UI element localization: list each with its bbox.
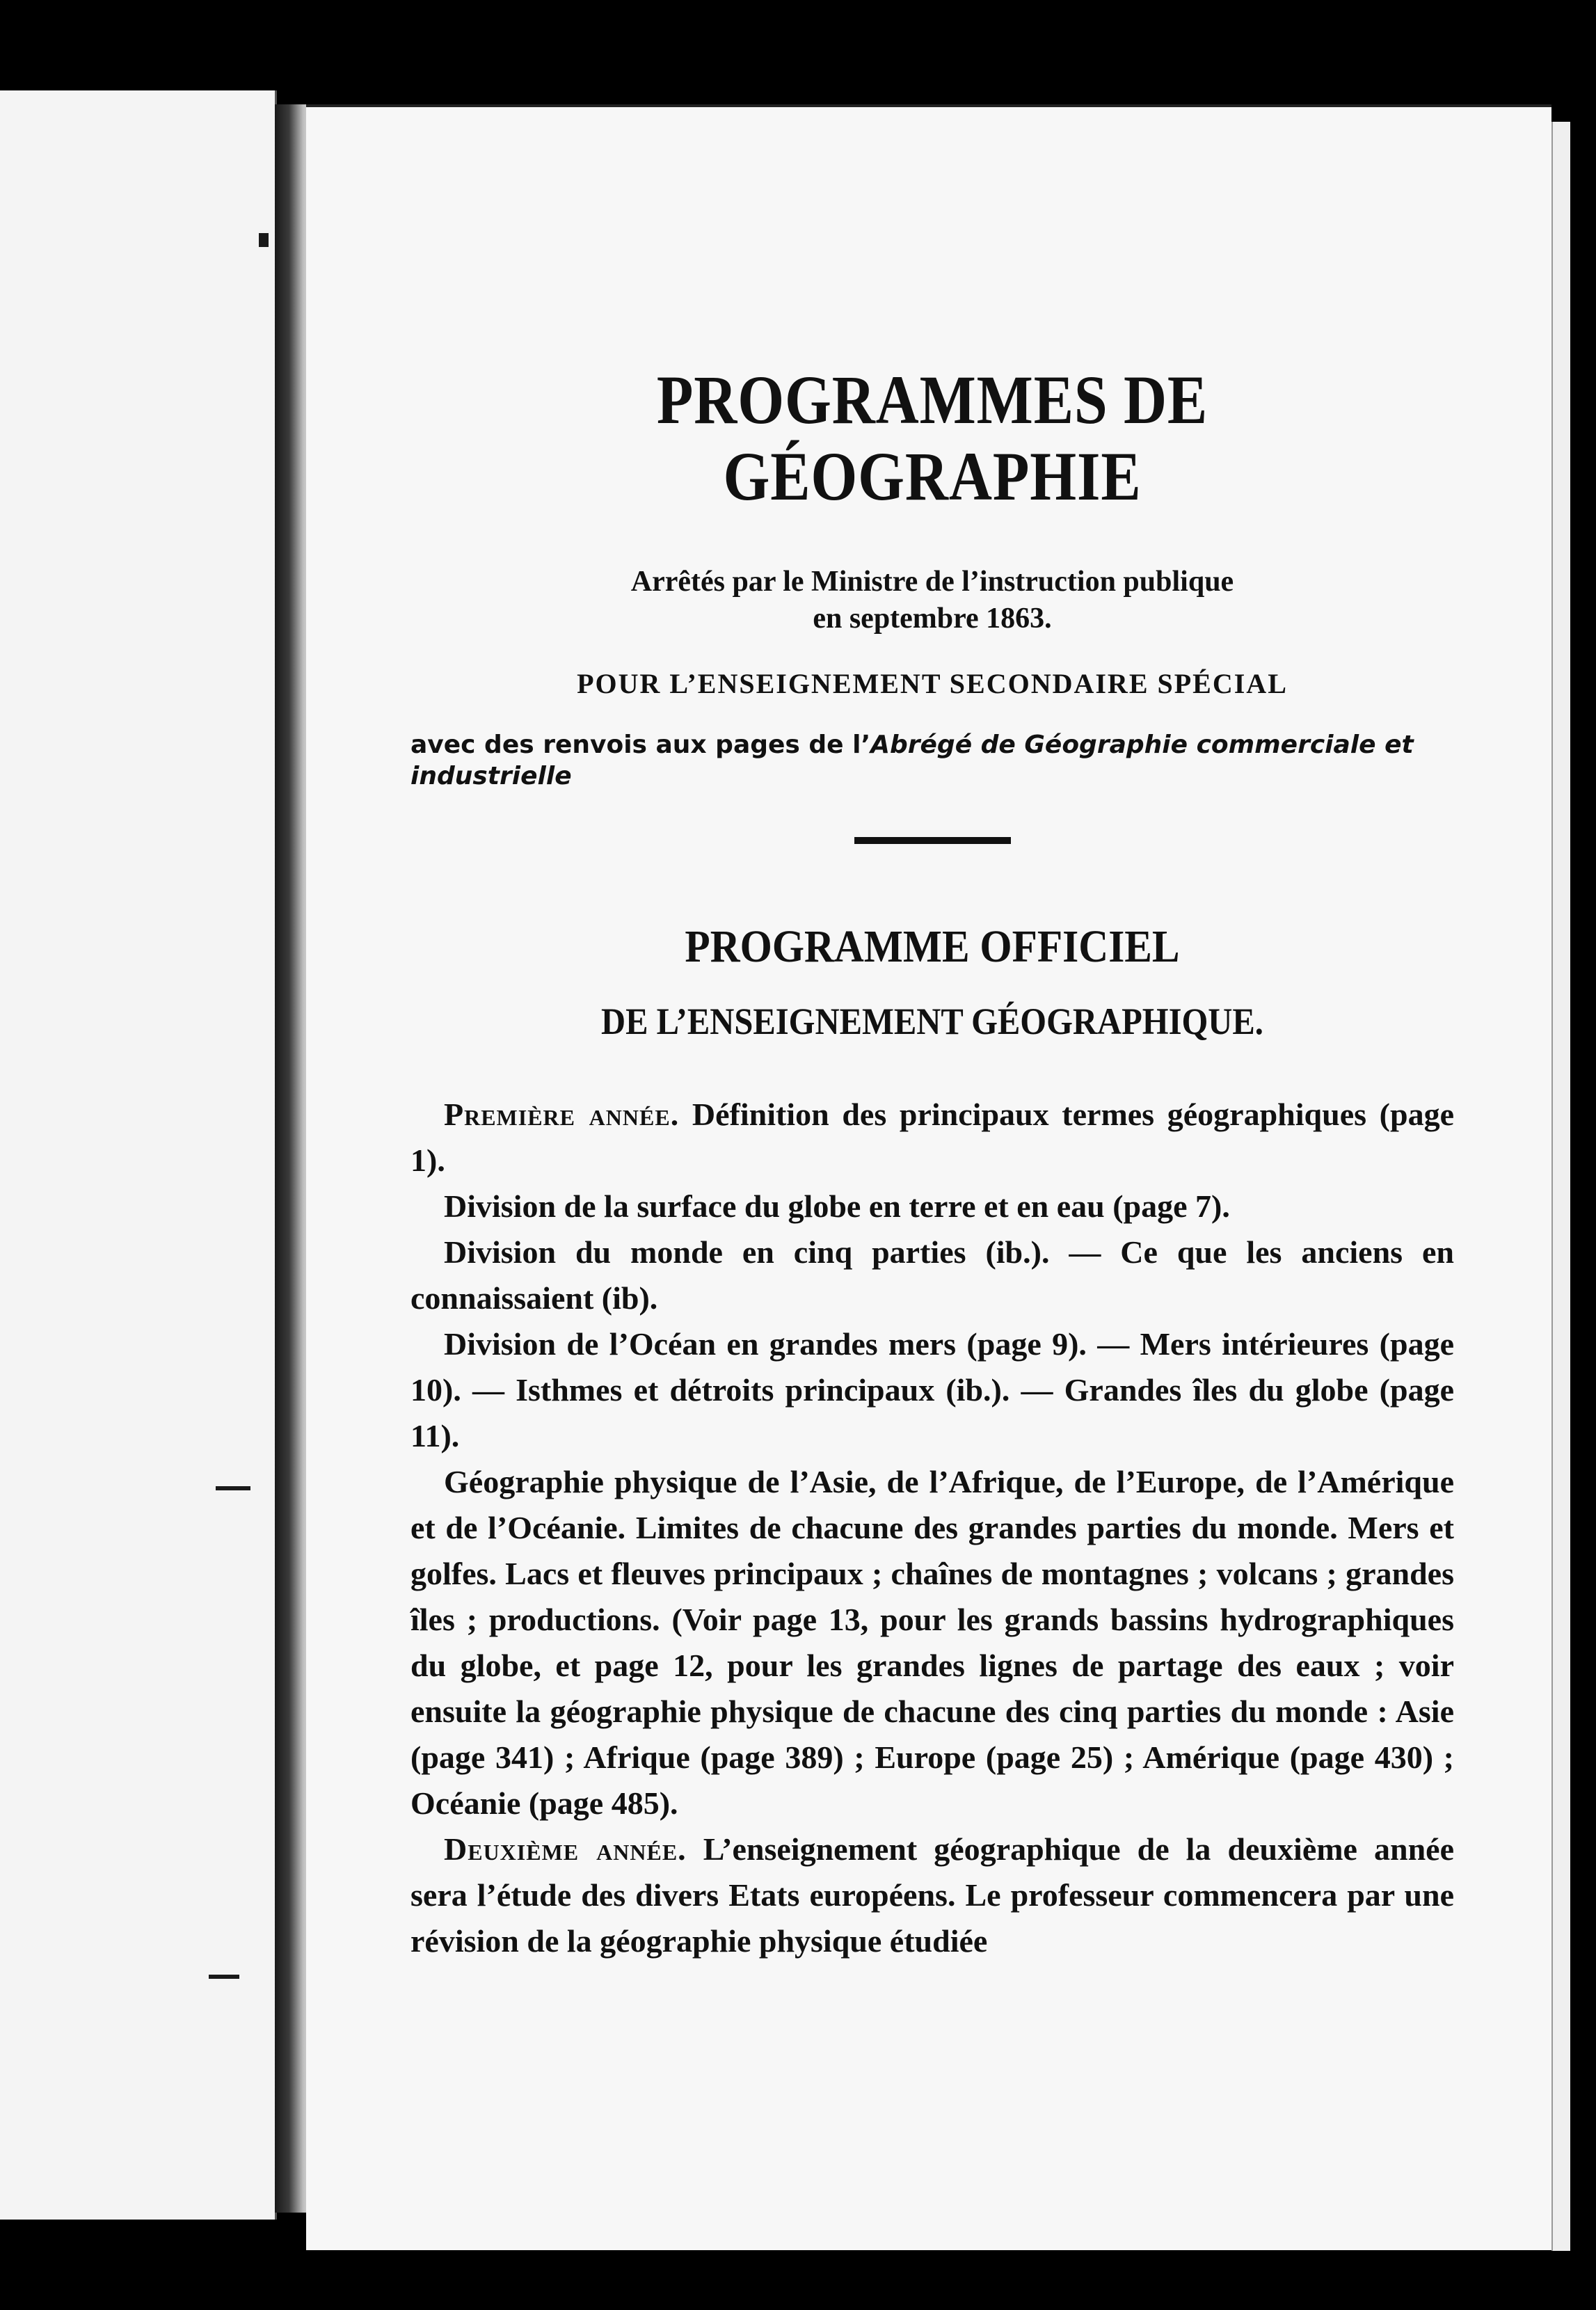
subtitle-line: en septembre 1863. — [813, 603, 1052, 635]
paragraph — [410, 1459, 1454, 1826]
reference-note-prefix: avec des renvois aux pages de l’ — [410, 730, 871, 759]
reference-book-title: Abrégé de Géographie commerciale et industrielle — [410, 730, 1414, 791]
paragraph-lead: Première année. — [444, 1097, 680, 1133]
paragraph-text: Géographie physique de l’Asie, de l’Afrique, de l’Europe, de l’Amérique et de l’Océanie. Limites de chacune des grandes parties du monde. Mers et golfes. Lacs et fleuves principaux ; chaînes de montagnes ; volcans ; grandes îles ; productions. (Voir page 13, pour les grands bassins hydrographiques du globe, et page 12, pour les grandes lignes de partage des eaux ; voir ensuite la géographie physique de chacune des cinq parties du monde : Asie (page 341) ; Afrique (page 389) ; Europe (page 25) ; Amérique (page 430) ; Océanie (page 485). — [410, 1464, 1454, 1822]
document-subtitle — [410, 564, 1454, 638]
page-content — [410, 362, 1454, 1964]
paragraph-text: Division du monde en cinq parties (ib.). — Ce que les anciens en connaissaient (ib). — [410, 1234, 1454, 1316]
paragraph-text: L’enseignement géographique de la deuxième année sera l’étude des divers Etats européens. Le professeur commencera par une révision de la géographie physique étudiée — [410, 1831, 1454, 1959]
body-text — [410, 1092, 1454, 1964]
document-title: PROGRAMMES DE GÉOGRAPHIE — [656, 361, 1208, 515]
facing-page — [0, 90, 277, 2220]
paragraph-text: Division de l’Océan en grandes mers (page 9). — Mers intérieures (page 10). — Isthmes et détroits principaux (ib.). — Grandes îles du globe (page 11). — [410, 1326, 1454, 1454]
paragraph — [410, 1826, 1454, 1964]
reference-note — [410, 729, 1454, 792]
secondary-title: POUR L’ENSEIGNEMENT SECONDAIRE SPÉCIAL — [577, 667, 1288, 699]
section-divider — [854, 837, 1011, 844]
margin-mark — [209, 1975, 239, 1979]
paragraph-text: Division de la surface du globe en terre et en eau (page 7). — [444, 1188, 1230, 1225]
paragraph-text: Définition des principaux termes géographiques (page 1). — [410, 1097, 1455, 1179]
section-heading: PROGRAMME OFFICIEL — [685, 921, 1180, 973]
subtitle-line: Arrêtés par le Ministre de l’instruction publique — [630, 566, 1234, 598]
section-subheading: DE L’ENSEIGNEMENT GÉOGRAPHIQUE. — [601, 1001, 1263, 1043]
paragraph — [410, 1184, 1454, 1229]
page-edge — [1551, 122, 1570, 2251]
paragraph — [410, 1321, 1454, 1459]
paragraph-lead: Deuxième année. — [444, 1831, 687, 1867]
paragraph — [410, 1092, 1454, 1184]
paragraph — [410, 1229, 1454, 1321]
margin-mark — [216, 1486, 250, 1490]
margin-mark — [259, 233, 269, 247]
